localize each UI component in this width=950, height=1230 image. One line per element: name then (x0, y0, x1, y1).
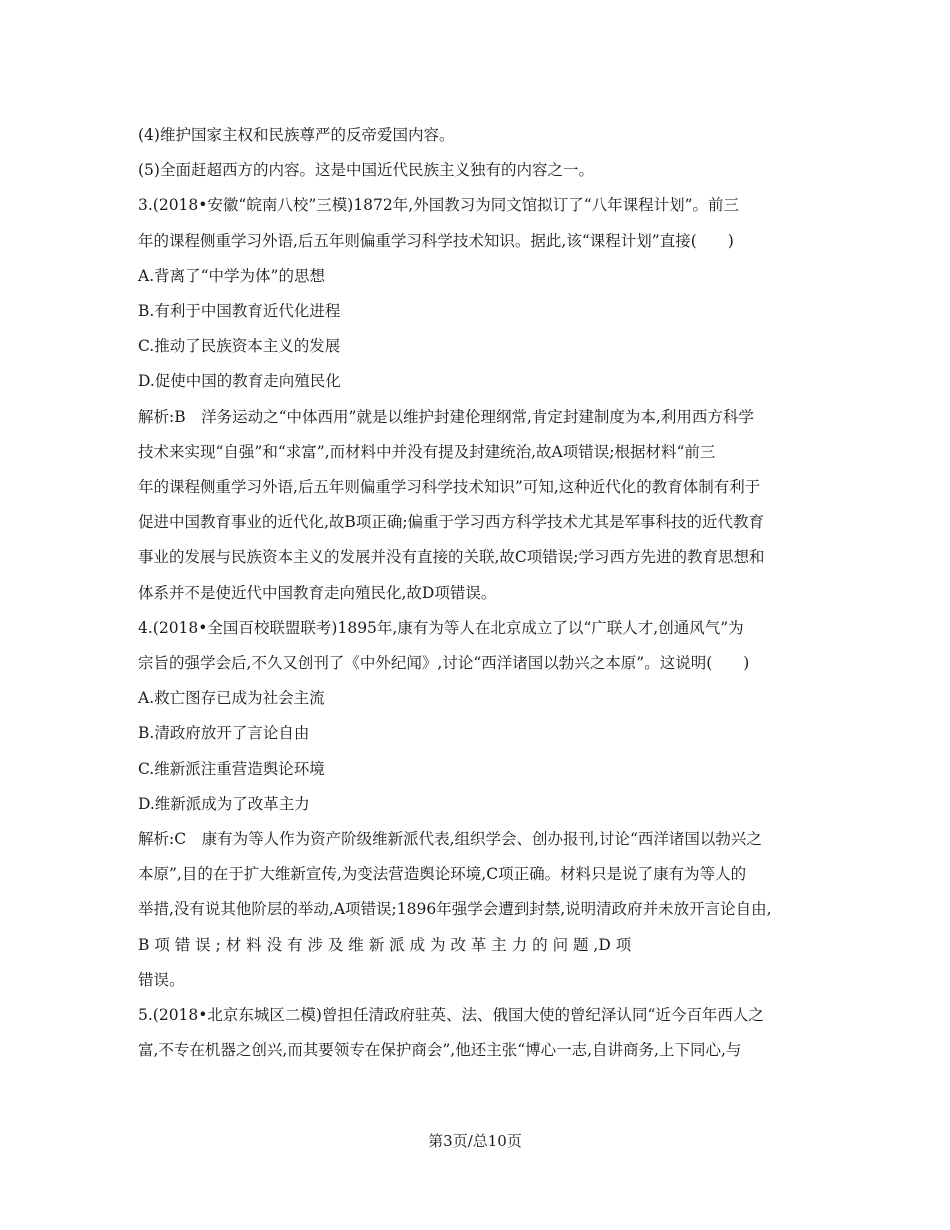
option-d: D.维新派成为了改革主力 (138, 794, 310, 813)
analysis-text: 解析:C 康有为等人作为资产阶级维新派代表,组织学会、创办报刊,讨论“西洋诸国以勃兴之 (138, 830, 762, 849)
analysis-text: 错误。 (138, 970, 185, 989)
analysis-text: 事业的发展与民族资本主义的发展并没有直接的关联,故C项错误;学习西方先进的教育思想和 (138, 548, 765, 567)
question-4-stem: 宗旨的强学会后,不久又创刊了《中外纪闻》,讨论“西洋诸国以勃兴之本原”。这说明( ) (138, 654, 750, 673)
question-5-stem: 富,不专在机器之创兴,而其要领专在保护商会”,他还主张“博心一志,自讲商务,上下同心,与 (138, 1041, 742, 1060)
page-footer: 第3页/总10页 (428, 1132, 522, 1150)
analysis-text: 解析:B 洋务运动之“中体西用”就是以维护封建伦理纲常,肯定封建制度为本,利用西方科学 (138, 407, 754, 426)
analysis-text: B 项 错 误 ; 材 料 没 有 涉 及 维 新 派 成 为 改 革 主 力 的 问 题 ,D 项 (138, 935, 632, 954)
option-a: A.救亡图存已成为社会主流 (138, 689, 325, 708)
option-b: B.清政府放开了言论自由 (138, 724, 310, 743)
question-3-stem: 年的课程侧重学习外语,后五年则偏重学习科学技术知识。据此,该“课程计划”直接( ) (138, 231, 734, 250)
option-c: C.维新派注重营造舆论环境 (138, 759, 325, 778)
option-a: A.背离了“中学为体”的思想 (138, 266, 325, 285)
question-5-stem: 5.(2018•北京东城区二模)曾担任清政府驻英、法、俄国大使的曾纪泽认同“近今百年西人之 (138, 1006, 764, 1025)
analysis-text: 体系并不是使近代中国教育走向殖民化,故D项错误。 (138, 583, 497, 602)
page-body (138, 118, 814, 1068)
analysis-text: 促进中国教育事业的近代化,故B项正确;偏重于学习西方科学技术尤其是军事科技的近代教育 (138, 513, 765, 532)
text-line: (5)全面赶超西方的内容。这是中国近代民族主义独有的内容之一。 (138, 161, 594, 180)
analysis-text: 本原”,目的在于扩大维新宣传,为变法营造舆论环境,C项正确。材料只是说了康有为等人的 (138, 865, 747, 884)
question-3-stem: 3.(2018•安徽“皖南八校”三模)1872年,外国教习为同文馆拟订了“八年课程计划”。前三 (138, 196, 740, 215)
analysis-text: 举措,没有说其他阶层的举动,A项错误;1896年强学会遭到封禁,说明清政府并未放开言论自由, (138, 900, 772, 919)
analysis-text: 技术来实现“自强”和“求富”,而材料中并没有提及封建统治,故A项错误;根据材料“前三 (138, 442, 716, 461)
option-c: C.推动了民族资本主义的发展 (138, 337, 341, 356)
analysis-text: 年的课程侧重学习外语,后五年则偏重学习科学技术知识”可知,这种近代化的教育体制有利于 (138, 478, 761, 497)
option-d: D.促使中国的教育走向殖民化 (138, 372, 341, 391)
option-b: B.有利于中国教育近代化进程 (138, 302, 341, 321)
question-4-stem: 4.(2018•全国百校联盟联考)1895年,康有为等人在北京成立了以“广联人才,创通风气”为 (138, 618, 744, 637)
text-line: (4)维护国家主权和民族尊严的反帝爱国内容。 (138, 126, 455, 144)
